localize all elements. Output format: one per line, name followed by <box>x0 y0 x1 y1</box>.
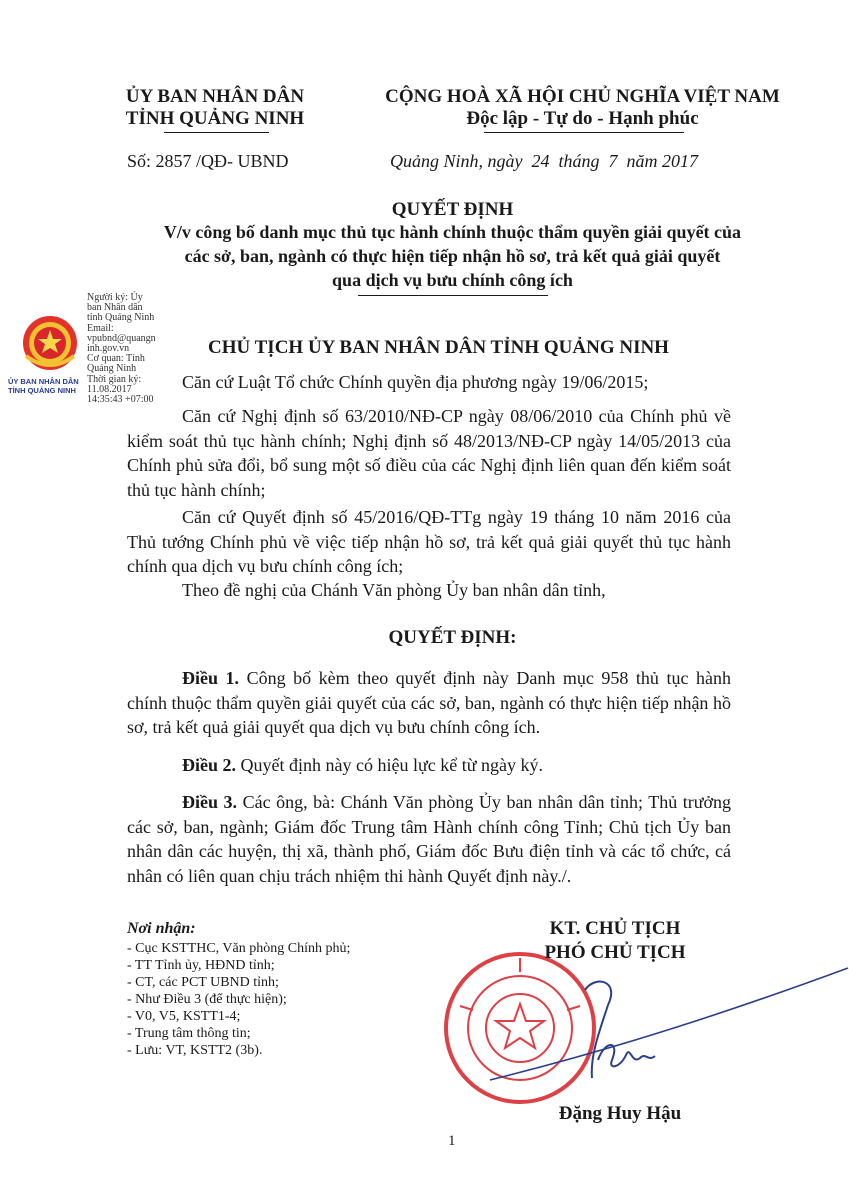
article-3 <box>127 790 731 888</box>
signer-name: Đặng Huy Hậu <box>558 1103 682 1124</box>
handwritten-signature <box>480 960 849 1100</box>
signature-info-line: 11.08.2017 <box>87 383 132 395</box>
signature-info-line: Cơ quan: Tỉnh <box>87 353 145 365</box>
recipient-item: - Lưu: VT, KSTT2 (3b). <box>127 1043 263 1058</box>
proposal-line: Theo đề nghị của Chánh Văn phòng Ủy ban nhân dân tỉnh, <box>182 580 606 600</box>
legal-basis-1: Căn cứ Luật Tổ chức Chính quyền địa phương ngày 19/06/2015; <box>182 372 649 392</box>
signature-info-line: Người ký: Ủy <box>87 292 143 303</box>
signer-position: PHÓ CHỦ TỊCH <box>544 942 686 963</box>
decision-heading: QUYẾT ĐỊNH: <box>388 627 517 648</box>
agency-name-line2: TỈNH QUẢNG NINH <box>125 108 305 129</box>
signature-info-line: vpubnd@quangn <box>87 332 156 344</box>
signature-info-line: 14:35:43 +07:00 <box>87 394 154 406</box>
signature-info-line: Email: <box>87 322 114 334</box>
article-label: Điều 1. <box>182 668 240 688</box>
emblem-caption-line2: TỈNH QUẢNG NINH <box>8 386 76 395</box>
legal-basis-3: Căn cứ Quyết định số 45/2016/QĐ-TTg ngày 19 tháng 10 năm 2016 của Thủ tướng Chính phủ về việc tiếp nhận hồ sơ, trả kết quả giải quyết thủ tục hành chính qua dịch vụ bưu chính công ích; <box>127 507 731 576</box>
national-title: CỘNG HOÀ XÃ HỘI CHỦ NGHĨA VIỆT NAM <box>385 86 780 107</box>
recipient-item: - V0, V5, KSTT1-4; <box>127 1009 241 1024</box>
recipient-item: - Cục KSTTHC, Văn phòng Chính phủ; <box>127 941 351 956</box>
document-type-heading: QUYẾT ĐỊNH <box>391 199 514 220</box>
digital-signature-info <box>87 293 177 405</box>
article-text: Quyết định này có hiệu lực kể từ ngày ký. <box>236 755 543 775</box>
subject-line1: V/v công bố danh mục thủ tục hành chính thuộc thẩm quyền giải quyết của <box>163 222 742 242</box>
agency-underline <box>164 132 269 133</box>
recipient-item: - Trung tâm thông tin; <box>127 1026 251 1041</box>
subject-line2: các sở, ban, ngành có thực hiện tiếp nhận hồ sơ, trả kết quả giải quyết <box>184 246 721 266</box>
recipient-item: - Như Điều 3 (để thực hiện); <box>127 992 287 1007</box>
article-text: Các ông, bà: Chánh Văn phòng Ủy ban nhân dân tỉnh; Thủ trưởng các sở, ban, ngành; Giám đốc Trung tâm Hành chính công Tỉnh; Chủ tịch Ủy ban nhân dân các huyện, thị xã, thành phố, Giám đốc Bưu điện tỉnh và các tổ chức, cá nhân có liên quan chịu trách nhiệm thi hành Quyết định này./. <box>127 792 732 886</box>
legal-basis-2: Căn cứ Nghị định số 63/2010/NĐ-CP ngày 08/06/2010 của Chính phủ về kiểm soát thủ tục hành chính; Nghị định số 48/2013/NĐ-CP ngày 14/05/2013 của Chính phủ sửa đổi, bổ sung một số điều của các Nghị định liên quan đến kiểm soát thủ tục hành chính; <box>127 406 731 500</box>
place-and-date: Quảng Ninh, ngày 24 tháng 7 năm 2017 <box>390 151 698 171</box>
article-text: Công bố kèm theo quyết định này Danh mục 958 thủ tục hành chính thuộc thẩm quyền giải quyết của các sở, ban, ngành có thực hiện tiếp nhận hồ sơ, trả kết quả giải quyết qua dịch vụ bưu chính công ích. <box>127 668 731 737</box>
emblem-caption-line1: ỦY BAN NHÂN DÂN <box>8 377 79 386</box>
title-underline <box>358 295 548 296</box>
signature-info-line: inh.gov.vn <box>87 343 130 355</box>
recipients-list <box>127 940 457 1059</box>
signature-info-line: Thời gian ký: <box>87 373 142 385</box>
document-number: Số: 2857 /QĐ- UBND <box>127 151 289 171</box>
recipients-heading: Nơi nhận: <box>127 920 196 937</box>
article-2 <box>182 753 742 778</box>
page-number: 1 <box>448 1133 456 1149</box>
signer-on-behalf: KT. CHỦ TỊCH <box>549 918 681 939</box>
agency-name-line1: ỦY BAN NHÂN DÂN <box>125 86 305 107</box>
signature-info-line: ban Nhân dân <box>87 302 143 314</box>
subject-line3: qua dịch vụ bưu chính công ích <box>332 270 573 290</box>
recipient-item: - TT Tỉnh ủy, HĐND tỉnh; <box>127 958 275 973</box>
recipient-item: - CT, các PCT UBND tỉnh; <box>127 975 279 990</box>
article-label: Điều 2. <box>182 755 236 775</box>
signature-info-line: tỉnh Quảng Ninh <box>87 312 155 324</box>
government-emblem-icon <box>14 312 86 374</box>
article-1 <box>127 666 731 740</box>
issuing-authority: CHỦ TỊCH ỦY BAN NHÂN DÂN TỈNH QUẢNG NINH <box>208 337 669 358</box>
article-label: Điều 3. <box>182 792 238 812</box>
signature-info-line: Quảng Ninh <box>87 363 137 375</box>
motto-underline <box>484 132 684 133</box>
national-motto: Độc lập - Tự do - Hạnh phúc <box>466 108 699 129</box>
